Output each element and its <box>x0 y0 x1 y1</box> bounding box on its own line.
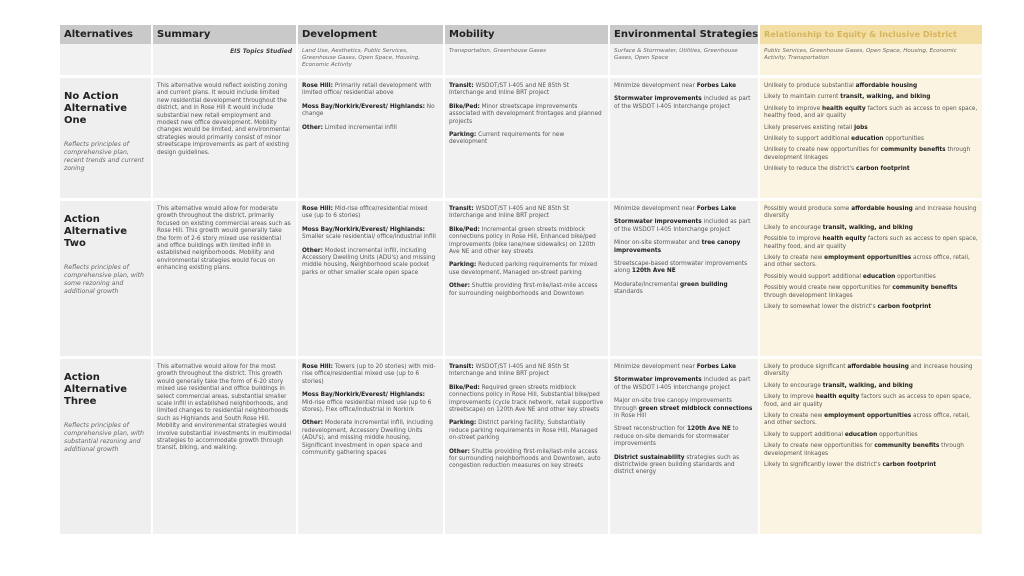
environmental-item-text: Moderate/incremental <box>614 281 680 288</box>
environmental-item <box>614 364 754 371</box>
equity-item-highlight: education <box>844 431 878 438</box>
environmental-item-highlight: Forbes Lake <box>696 83 737 89</box>
header-mobility: Mobility <box>445 25 610 44</box>
equity-item <box>764 147 978 162</box>
mobility-item-label: Parking: <box>449 420 477 427</box>
mobility-item-text: WSDOT/ST I-405 and NE 85th St Interchange and Inline BRT project <box>449 206 570 220</box>
development-item <box>302 104 439 119</box>
environmental-item-highlight: green street midblock connections <box>638 405 753 412</box>
environmental-item-text: Minimize development near <box>614 206 697 212</box>
environmental-item <box>614 240 754 255</box>
alternative-subtitle: Reflects principles of comprehensive plan, recent trends and current zoning <box>64 141 144 172</box>
mobility-item-label: Bike/Ped: <box>449 103 480 110</box>
equity-item <box>764 443 978 458</box>
equity-item-text: Possibly would support additional <box>764 273 863 280</box>
alternative-subtitle: Reflects principles of comprehensive plan, with some rezoning and additional growth <box>64 264 144 295</box>
environmental-item <box>614 261 754 276</box>
equity-item-text: Unlikely to improve <box>764 105 822 112</box>
mobility-cell <box>445 78 610 198</box>
environmental-item-text: standards <box>614 289 643 296</box>
environmental-item-text: included as part of the WSDOT I-405 Interchange project <box>614 377 751 391</box>
equity-item <box>764 304 978 311</box>
equity-item <box>764 106 978 121</box>
development-item-label: Rose Hill: <box>302 83 333 89</box>
equity-item-text: Likely to create new <box>764 255 825 262</box>
environmental-item-highlight: 120th Ave NE <box>631 268 676 275</box>
mobility-item-label: Transit: <box>449 206 474 212</box>
equity-item-text: Likely to support additional <box>764 431 845 438</box>
environmental-item <box>614 426 754 448</box>
equity-item <box>764 94 978 101</box>
mobility-item-label: Bike/Ped: <box>449 226 480 233</box>
development-item-text: Moderate incremental infill, including redevelopment, Accessory Dwelling Units (ADU's), and missing middle housing, Significant investment in open space and community gathering spaces <box>302 420 433 457</box>
header-alternatives: Alternatives <box>60 25 153 44</box>
development-item-label: Other: <box>302 420 323 427</box>
equity-item-highlight: health equity <box>815 394 860 401</box>
equity-item-text: and increase housing diversity <box>764 206 977 220</box>
mobility-item <box>449 262 604 277</box>
development-item-text: Mid-rise office residential mixed use (up to 6 stores), Flex office/industrial in Norkirk <box>302 399 432 414</box>
equity-item-highlight: education <box>851 136 884 143</box>
summary-text: This alternative would reflect existing zoning and current plans. It would include limited new residential development throughout the district, and in Rose Hill it would include substantial new retail employment and modest new office development. Mobility changes would be limited, and environmental strategies would primarily consist of minor streetscape improvements as part of existing design guidelines. <box>157 83 290 156</box>
mobility-item <box>449 385 604 415</box>
equity-item-text: through development linkages <box>764 147 971 161</box>
equity-item <box>764 255 978 270</box>
mobility-item <box>449 206 604 221</box>
equity-item-text: opportunities <box>895 273 936 280</box>
alternatives-comparison-table <box>60 25 982 534</box>
alternative-title: Action Alternative Two <box>64 214 128 249</box>
equity-item-text: Unlikely to create new opportunities for <box>764 147 881 154</box>
equity-item <box>764 125 978 132</box>
equity-item-text: Likely to produce significant <box>764 364 848 370</box>
equity-item-text: Likely preserves existing retail <box>764 124 855 131</box>
topics-alternatives <box>60 44 153 75</box>
equity-item-text: Possibly would produce some <box>764 206 852 212</box>
summary-cell <box>153 201 298 356</box>
mobility-item <box>449 83 604 98</box>
topics-development: Land Use, Aesthetics, Public Services, Greenhouse Gases, Open Space, Housing, Economic Activity <box>298 44 445 75</box>
mobility-item <box>449 104 604 126</box>
mobility-item-text: Incremental green streets midblock connections policy in Rose Hill, Enhanced bike/ped improvements (bike lane/new sidewalks) on 120th Ave NE and other key streets <box>449 226 596 256</box>
summary-text: This alternative would allow for moderate growth throughout the district, primarily focused on existing commercial areas such as Rose Hill. This growth would generally take the form of 2-6 story mixed use residential and office buildings with limited infill in established neighborhoods. Mobility and environmental strategies would focus on enhancing existing plans. <box>157 206 291 272</box>
equity-item-highlight: affordable housing <box>851 206 913 212</box>
environmental-item-text: to reduce on-site demands for stormwater improvements <box>614 426 739 448</box>
environmental-item-text: Streetscape-based stormwater improvements along <box>614 261 748 275</box>
mobility-item <box>449 227 604 257</box>
mobility-item-label: Other: <box>449 448 470 455</box>
summary-cell <box>153 78 298 198</box>
mobility-item <box>449 283 604 298</box>
development-item <box>302 392 439 414</box>
equity-item-highlight: employment opportunities <box>824 255 912 262</box>
mobility-item-label: Bike/Ped: <box>449 384 480 391</box>
header-development: Development <box>298 25 445 44</box>
equity-item <box>764 83 978 90</box>
mobility-item-text: WSDOT/ST I-405 and NE 85th St Interchange and Inline BRT project <box>449 364 570 378</box>
equity-item-text: Likely to maintain current <box>764 94 841 101</box>
mobility-item-text: Current requirements for new development <box>449 132 565 146</box>
equity-item-text: through development linkages <box>764 292 853 299</box>
development-item <box>302 206 439 221</box>
equity-item-text: Unlikely to produce substantial <box>764 83 856 89</box>
mobility-item-text: District parking facility, Substantially reduce parking requirements in Rose Hill, Managed on-street parking <box>449 420 598 442</box>
mobility-item <box>449 132 604 147</box>
mobility-item-label: Transit: <box>449 83 474 89</box>
equity-item <box>764 136 978 143</box>
alternative-cell <box>60 201 153 356</box>
equity-item <box>764 206 978 221</box>
environmental-item <box>614 398 754 420</box>
equity-item <box>764 432 978 439</box>
equity-item-highlight: carbon footprint <box>856 166 910 173</box>
environmental-item <box>614 282 754 297</box>
header-environmental: Environmental Strategies <box>610 25 760 44</box>
equity-item-text: factors such as access to open space, healthy food, and air quality <box>764 236 978 250</box>
mobility-item-text: Reduced parking requirements for mixed use development, Managed on-street parking <box>449 262 598 276</box>
environmental-item <box>614 219 754 234</box>
development-item <box>302 420 439 457</box>
environmental-cell <box>610 201 760 356</box>
development-item-text: No change <box>302 103 435 118</box>
equity-item-text: Possibly would create new opportunities for <box>764 285 893 292</box>
environmental-item-text: Major on-site tree canopy improvements through <box>614 398 732 412</box>
equity-item <box>764 225 978 232</box>
development-item-text: Mid-rise office/residential mixed use (up to 6 stories) <box>302 206 428 220</box>
header-summary: Summary <box>153 25 298 44</box>
equity-item-highlight: affordable housing <box>847 364 909 370</box>
equity-item-highlight: jobs <box>854 124 868 131</box>
environmental-item-text: in Rose Hill <box>614 413 647 420</box>
development-item-label: Moss Bay/Norkirk/Everest/ Highlands: <box>302 103 425 110</box>
equity-item-highlight: health equity <box>821 105 866 112</box>
environmental-item-highlight: Stormwater improvements <box>614 219 702 226</box>
development-item-label: Rose Hill: <box>302 364 333 370</box>
equity-item <box>764 364 978 379</box>
equity-item <box>764 166 978 173</box>
equity-item <box>764 274 978 281</box>
environmental-item <box>614 455 754 477</box>
equity-item-text: Likely to significantly lower the district's <box>764 462 883 469</box>
equity-item-text: across office, retail, and other sectors. <box>764 255 970 269</box>
environmental-cell <box>610 78 760 198</box>
summary-text: This alternative would allow for the most growth throughout the district. This growth would generally take the form of 6-20 story mixed use residential and office buildings in select commercial areas, substantial smaller scale infill in established neighborhoods, and limited changes to residential neighborhoods such as Highlands and South Rose Hill. Mobility and environmental strategies would involve substantial investments in multimodal strategies to accommodate growth through transit, biking, and walking. <box>157 364 292 452</box>
topics-mobility: Transportation, Greenhouse Gases <box>445 44 610 75</box>
mobility-item-label: Transit: <box>449 364 474 370</box>
development-item-label: Moss Bay/Norkirk/Everest/ Highlands: <box>302 392 425 399</box>
development-item <box>302 364 439 386</box>
equity-item-highlight: health equity <box>822 236 867 243</box>
equity-item-highlight: community benefits <box>874 443 940 450</box>
environmental-item-highlight: 120th Ave NE <box>687 426 731 433</box>
equity-item-text: Likely to encourage <box>764 382 823 389</box>
development-item <box>302 125 439 132</box>
mobility-item-label: Parking: <box>449 132 477 139</box>
equity-item-text: Likely to create new opportunities for <box>764 443 875 450</box>
environmental-item-text: strategies such as districtwide green building standards and district energy <box>614 454 740 476</box>
mobility-item-label: Parking: <box>449 262 477 269</box>
environmental-item <box>614 377 754 392</box>
equity-cell <box>760 201 982 356</box>
equity-item-text: factors such as access to open space, food, and air quality <box>764 394 972 408</box>
equity-item-text: opportunities <box>883 136 924 143</box>
equity-item-text: Likely to encourage <box>764 224 823 231</box>
alternative-title: No Action Alternative One <box>64 91 128 126</box>
equity-item <box>764 236 978 251</box>
equity-item-text: across office, retail, and other sectors. <box>764 413 970 427</box>
alternative-cell <box>60 359 153 534</box>
mobility-item-text: Shuttle providing first-mile/last-mile access for surrounding neighborhoods and Downtown <box>449 283 598 297</box>
equity-item <box>764 413 978 428</box>
environmental-item <box>614 96 754 111</box>
equity-item-text: opportunities <box>877 431 918 438</box>
mobility-item-text: Minor streetscape improvements associated with development frontages and planned projects <box>449 103 602 125</box>
development-item-text: Modest incremental infill, including Accessory Dwelling Units (ADU's) and missing middle housing, Neighborhood scale pocket parks or other smaller scale open space <box>302 247 436 276</box>
environmental-item-text: included as part of the WSDOT I-405 Interchange project <box>614 96 751 110</box>
environmental-item-highlight: Forbes Lake <box>696 206 737 212</box>
equity-item-highlight: affordable housing <box>855 83 918 89</box>
environmental-item-highlight: green building <box>679 281 728 288</box>
topics-equity: Public Services, Greenhouse Gases, Open Space, Housing, Economic Activity, Transportation <box>760 44 982 75</box>
environmental-item-text: Minimize development near <box>614 83 697 89</box>
equity-item <box>764 285 978 300</box>
development-item-text: Smaller scale residential/ office/industrial infill <box>302 234 436 241</box>
environmental-item-highlight: Forbes Lake <box>696 364 737 370</box>
equity-item-highlight: transit, walking, and biking <box>822 382 913 389</box>
equity-item-text: and increase housing diversity <box>764 364 973 378</box>
development-cell <box>298 359 445 534</box>
development-cell <box>298 201 445 356</box>
equity-item-text: factors such as access to open space, healthy food, and air quality <box>764 105 978 120</box>
equity-item-text: Unlikely to reduce the district's <box>764 166 857 173</box>
environmental-item <box>614 206 754 213</box>
equity-item <box>764 462 978 469</box>
development-item-label: Moss Bay/Norkirk/Everest/ Highlands: <box>302 226 425 233</box>
mobility-item-text: Required green streets midblock connections policy in Rose Hill, Substantial bike/ped improvements (cycle track network, retail supportive streetscape) on 120th Ave NE and other key streets <box>449 384 604 414</box>
topics-environmental: Surface & Stormwater, Utilities, Greenhouse Gases, Open Space <box>610 44 760 75</box>
development-item-text: Towers (up to 20 stories) with mid-rise office/residential mixed use (up to 6 stories) <box>302 364 436 385</box>
environmental-item-text: Street reconstruction for <box>614 426 687 433</box>
development-item-label: Other: <box>302 247 323 254</box>
development-item-label: Rose Hill: <box>302 206 333 212</box>
equity-item-text: Unlikely to support additional <box>764 136 852 143</box>
development-item <box>302 248 439 278</box>
mobility-cell <box>445 359 610 534</box>
mobility-item <box>449 420 604 442</box>
mobility-item-text: Shuttle providing first-mile/last-mile access for surrounding neighborhoods and Downtown, auto congestion reduction measures on key streets <box>449 448 601 470</box>
equity-item-text: Possible to improve <box>764 236 823 243</box>
mobility-item <box>449 364 604 379</box>
equity-item-highlight: community benefits <box>892 285 958 292</box>
equity-cell <box>760 359 982 534</box>
mobility-item <box>449 449 604 471</box>
alternative-cell <box>60 78 153 198</box>
environmental-item-text: Minimize development near <box>614 364 697 370</box>
mobility-item-text: WSDOT/ST I-405 and NE 85th St Interchange and Inline BRT project <box>449 83 570 97</box>
header-equity: Relationship to Equity & Inclusive District <box>760 25 982 44</box>
development-item-text: Limited incremental infill <box>322 124 397 131</box>
mobility-cell <box>445 201 610 356</box>
equity-item <box>764 394 978 409</box>
environmental-item-highlight: Stormwater improvements <box>614 96 702 103</box>
equity-item-highlight: education <box>862 273 896 280</box>
eis-topics-label: EIS Topics Studied <box>153 44 298 75</box>
environmental-item-text: included as part of the WSDOT I-405 Interchange project <box>614 219 751 233</box>
equity-item-text: Likely to somewhat lower the district's <box>764 304 878 311</box>
summary-cell <box>153 359 298 534</box>
equity-item-text: Likely to improve <box>764 394 816 401</box>
alternative-title: Action Alternative Three <box>64 372 128 407</box>
environmental-item-highlight: District sustainability <box>614 454 685 461</box>
equity-cell <box>760 78 982 198</box>
development-item-label: Other: <box>302 124 323 131</box>
development-cell <box>298 78 445 198</box>
development-item <box>302 227 439 242</box>
equity-item <box>764 383 978 390</box>
development-item <box>302 83 439 98</box>
environmental-item <box>614 83 754 90</box>
equity-item-highlight: carbon footprint <box>882 462 937 469</box>
equity-item-highlight: community benefits <box>880 147 946 154</box>
environmental-item-highlight: Stormwater improvements <box>614 377 702 384</box>
equity-item-text: through development linkages <box>764 443 964 457</box>
equity-item-highlight: employment opportunities <box>824 413 912 420</box>
equity-item-text: Likely to create new <box>764 413 825 420</box>
environmental-cell <box>610 359 760 534</box>
equity-item-highlight: transit, walking, and biking <box>822 224 913 231</box>
development-item-text: Primarily retail development with limited office/ residential above <box>302 83 432 97</box>
equity-item-highlight: transit, walking, and biking <box>840 94 931 101</box>
alternative-subtitle: Reflects principles of comprehensive plan, with substantial rezoning and additional growth <box>64 422 144 453</box>
environmental-item-highlight: tree canopy improvements <box>614 240 741 254</box>
equity-item-highlight: carbon footprint <box>877 304 932 311</box>
mobility-item-label: Other: <box>449 283 470 290</box>
environmental-item-text: Minor on-site stormwater and <box>614 240 702 247</box>
